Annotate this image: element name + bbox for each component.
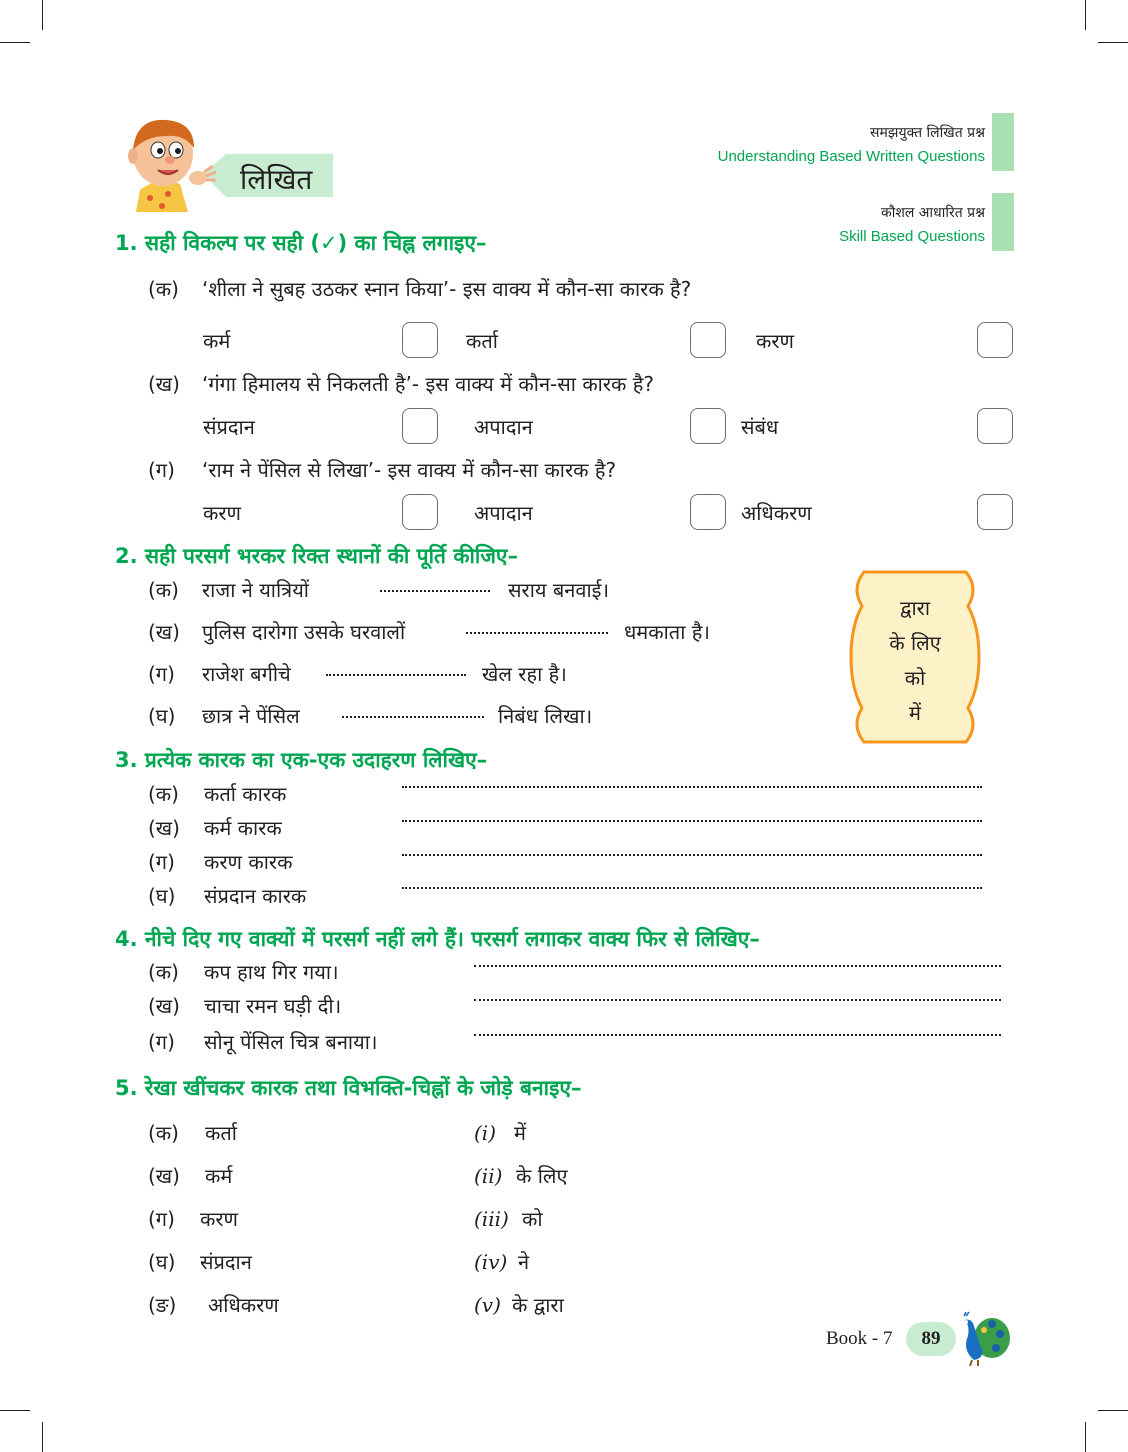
answer-checkbox[interactable]	[402, 494, 438, 530]
q4-item-label: (ग)	[148, 1030, 175, 1054]
word-box	[848, 568, 982, 746]
q1-option: करण	[756, 329, 794, 353]
q2-item-before: राजेश बगीचे	[202, 662, 291, 686]
answer-checkbox[interactable]	[690, 322, 726, 358]
q1-item-label: (ग)	[148, 458, 175, 482]
answer-line[interactable]	[402, 820, 982, 822]
answer-checkbox[interactable]	[977, 408, 1013, 444]
question-5-title: 5. रेखा खींचकर कारक तथा विभक्ति-चिह्नों के जोड़े बनाइए–	[115, 1076, 582, 1100]
q5-left-text: कर्म	[205, 1164, 233, 1188]
q5-right-num: (v)	[474, 1293, 501, 1317]
q1-option: संबंध	[741, 415, 779, 439]
answer-checkbox[interactable]	[690, 408, 726, 444]
q2-item-label: (ख)	[148, 620, 180, 644]
q5-left-label: (ख)	[148, 1164, 180, 1188]
q5-left-text: कर्ता	[205, 1121, 237, 1145]
q1-option: संप्रदान	[203, 415, 255, 439]
q1-item-text: ‘शीला ने सुबह उठकर स्नान किया’- इस वाक्य में कौन-सा कारक है?	[202, 277, 692, 301]
section-title: लिखित	[240, 163, 313, 196]
tag-understanding	[718, 126, 985, 164]
q1-option: कर्म	[203, 329, 231, 353]
q3-item-text: कर्म कारक	[204, 816, 282, 840]
answer-line[interactable]	[402, 887, 982, 889]
tag-bar	[992, 193, 1014, 251]
q3-item-text: करण कारक	[204, 850, 293, 874]
word-box-item: को	[904, 666, 926, 690]
q5-right-text: में	[514, 1121, 526, 1145]
crop-mark	[1085, 0, 1086, 30]
page-number: 89	[921, 1328, 941, 1349]
q2-item-after: धमकाता है।	[624, 620, 710, 644]
answer-checkbox[interactable]	[977, 322, 1013, 358]
tag-bar	[992, 113, 1014, 171]
tag-skill-hindi: कौशल आधारित प्रश्न	[880, 205, 985, 221]
q4-item-label: (ख)	[148, 994, 180, 1018]
q5-left-text: करण	[200, 1207, 238, 1231]
blank-line[interactable]	[380, 590, 490, 592]
question-2-title: 2. सही परसर्ग भरकर रिक्त स्थानों की पूर्ति कीजिए–	[115, 544, 519, 568]
boy-mascot-icon	[118, 112, 348, 212]
q3-item-text: संप्रदान कारक	[204, 884, 307, 908]
word-box-item: के लिए	[889, 631, 941, 655]
tag-skill-english: Skill Based Questions	[839, 228, 985, 245]
q2-item-label: (क)	[148, 578, 179, 602]
q3-item-label: (ख)	[148, 816, 180, 840]
q2-item-after: सराय बनवाई।	[508, 578, 610, 602]
q2-item-label: (घ)	[148, 704, 176, 728]
answer-checkbox[interactable]	[977, 494, 1013, 530]
tag-skill	[839, 206, 985, 244]
q4-item-label: (क)	[148, 960, 179, 984]
crop-mark	[0, 42, 30, 43]
question-4-title: 4. नीचे दिए गए वाक्यों में परसर्ग नहीं लगे हैं। परसर्ग लगाकर वाक्य फिर से लिखिए–	[115, 927, 760, 951]
q3-item-label: (घ)	[148, 884, 176, 908]
word-box-item: द्वारा	[899, 596, 931, 620]
tag-understanding-english: Understanding Based Written Questions	[717, 148, 985, 165]
q5-right-text: के द्वारा	[512, 1293, 564, 1317]
q2-item-label: (ग)	[148, 662, 175, 686]
q1-item-label: (क)	[148, 277, 179, 301]
question-3-title: 3. प्रत्येक कारक का एक-एक उदाहरण लिखिए–	[115, 748, 488, 772]
q2-item-before: पुलिस दारोगा उसके घरवालों	[202, 620, 406, 644]
q2-item-after: निबंध लिखा।	[498, 704, 593, 728]
q5-right-text: ने	[518, 1250, 530, 1274]
q5-right-text: के लिए	[516, 1164, 568, 1188]
q2-item-before: राजा ने यात्रियों	[202, 578, 309, 602]
q5-left-label: (क)	[148, 1121, 179, 1145]
q1-option: अपादान	[474, 501, 533, 525]
q5-right-num: (ii)	[474, 1164, 503, 1188]
q5-left-label: (ङ)	[148, 1293, 177, 1317]
question-1-title: 1. सही विकल्प पर सही (✓) का चिह्न लगाइए–	[115, 231, 487, 255]
answer-line[interactable]	[474, 965, 1001, 967]
q3-item-label: (क)	[148, 782, 179, 806]
q5-right-num: (iv)	[474, 1250, 508, 1274]
answer-line[interactable]	[474, 999, 1001, 1001]
q5-left-text: अधिकरण	[208, 1293, 279, 1317]
q5-left-text: संप्रदान	[200, 1250, 252, 1274]
peacock-icon	[952, 1310, 1012, 1366]
tag-understanding-hindi: समझयुक्त लिखित प्रश्न	[870, 125, 985, 141]
crop-mark	[1098, 42, 1128, 43]
q1-option: अधिकरण	[741, 501, 812, 525]
q2-item-after: खेल रहा है।	[482, 662, 567, 686]
q1-item-text: ‘राम ने पेंसिल से लिखा’- इस वाक्य में कौन-सा कारक है?	[202, 458, 617, 482]
q5-right-num: (i)	[474, 1121, 497, 1145]
crop-mark	[1098, 1410, 1128, 1411]
q1-option: अपादान	[474, 415, 533, 439]
q5-right-num: (iii)	[474, 1207, 509, 1231]
answer-line[interactable]	[402, 854, 982, 856]
book-label: Book - 7	[826, 1328, 893, 1349]
blank-line[interactable]	[466, 632, 608, 634]
page-number-badge	[906, 1322, 956, 1356]
answer-line[interactable]	[402, 786, 982, 788]
q3-item-label: (ग)	[148, 850, 175, 874]
q1-option: कर्ता	[466, 329, 498, 353]
q1-item-label: (ख)	[148, 372, 180, 396]
q4-item-text: कप हाथ गिर गया।	[204, 960, 339, 984]
crop-mark	[42, 0, 43, 30]
answer-checkbox[interactable]	[690, 494, 726, 530]
q4-item-text: चाचा रमन घड़ी दी।	[204, 994, 342, 1018]
answer-checkbox[interactable]	[402, 408, 438, 444]
q5-left-label: (ग)	[148, 1207, 175, 1231]
q2-item-before: छात्र ने पेंसिल	[202, 704, 300, 728]
word-box-item: में	[909, 701, 921, 725]
q1-item-text: ‘गंगा हिमालय से निकलती है’- इस वाक्य में कौन-सा कारक है?	[202, 372, 654, 396]
q5-right-text: को	[522, 1207, 543, 1231]
answer-line[interactable]	[474, 1034, 1001, 1036]
answer-checkbox[interactable]	[402, 322, 438, 358]
blank-line[interactable]	[342, 716, 484, 718]
crop-mark	[0, 1410, 30, 1411]
q4-item-text: सोनू पेंसिल चित्र बनाया।	[204, 1030, 378, 1054]
crop-mark	[42, 1422, 43, 1452]
section-header	[118, 112, 348, 212]
crop-mark	[1085, 1422, 1086, 1452]
q1-option: करण	[203, 501, 241, 525]
q3-item-text: कर्ता कारक	[204, 782, 287, 806]
blank-line[interactable]	[326, 674, 466, 676]
q5-left-label: (घ)	[148, 1250, 176, 1274]
